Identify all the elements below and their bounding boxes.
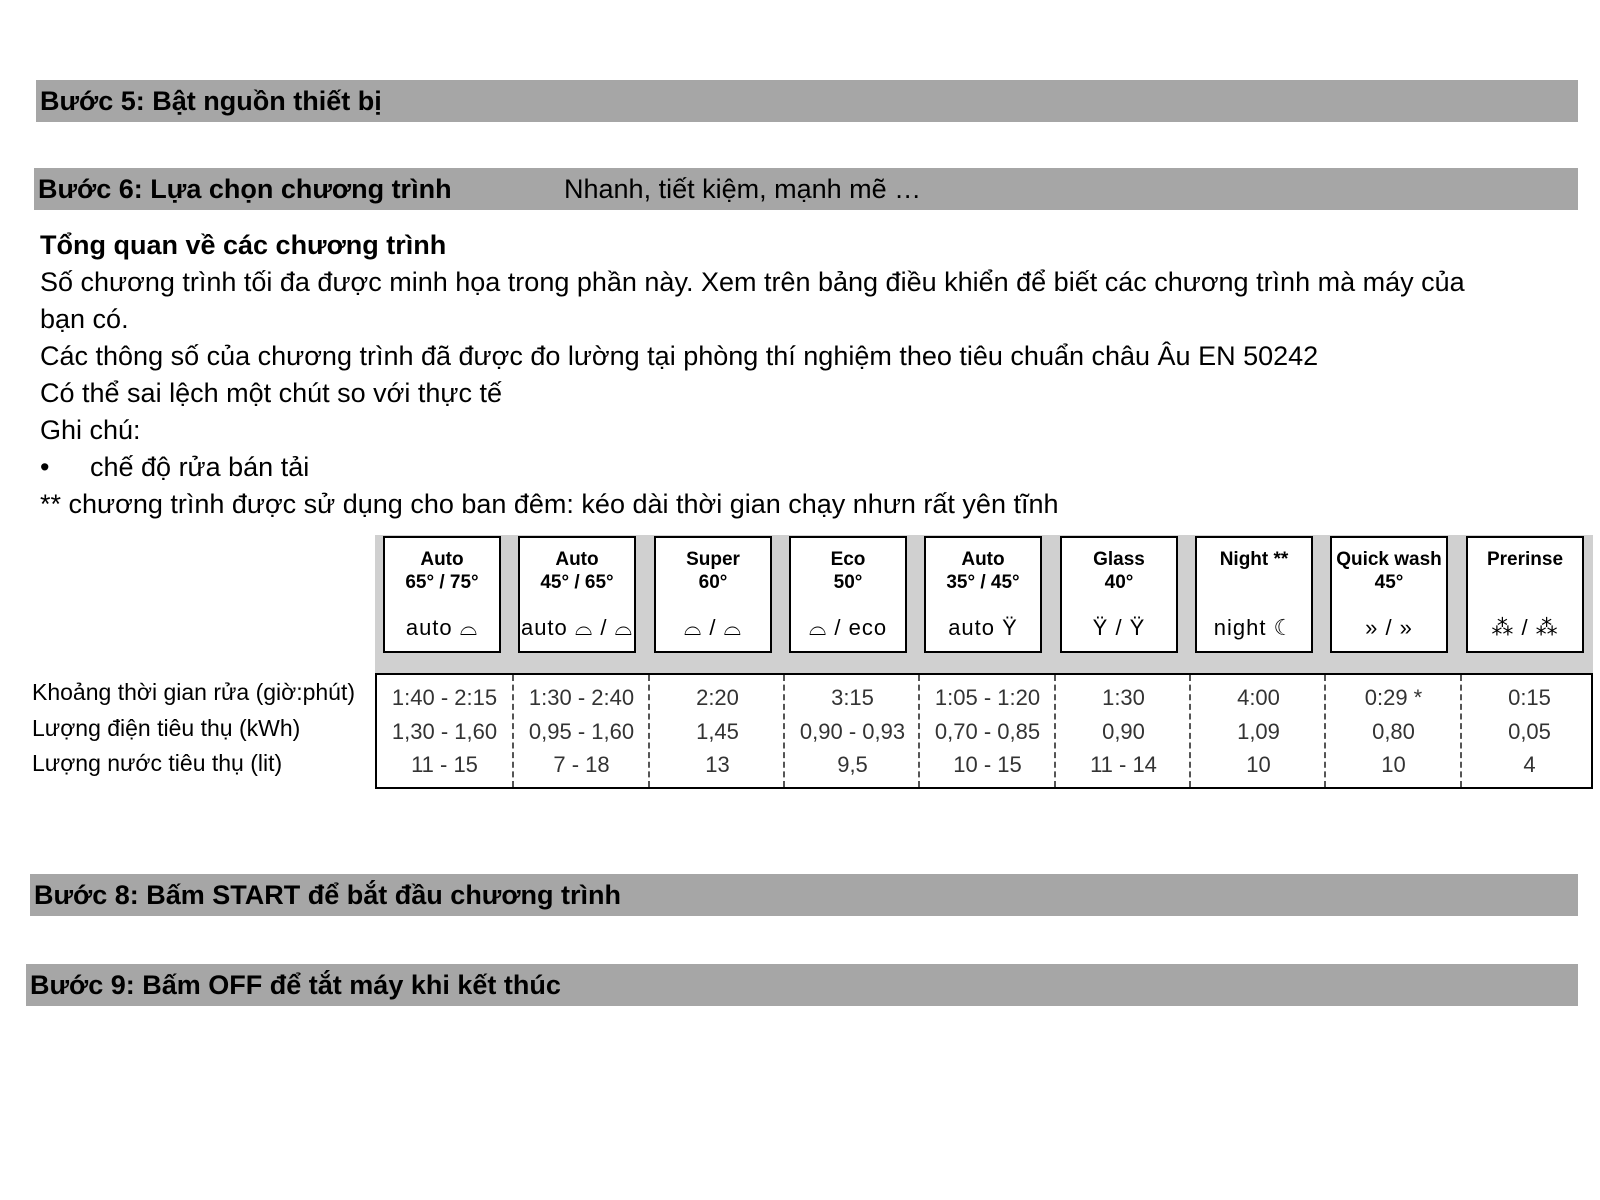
program-energy-value: 0,70 - 0,85 bbox=[934, 719, 1041, 744]
program-header-strip bbox=[375, 535, 1593, 673]
program-energy-value: 1,45 bbox=[696, 719, 739, 744]
program-energy-value: 0,05 bbox=[1508, 719, 1551, 744]
program-time-value: 4:00 bbox=[1237, 685, 1280, 710]
program-energy-value: 0,80 bbox=[1372, 719, 1415, 744]
program-time-value: 1:30 bbox=[1102, 685, 1145, 710]
program-column bbox=[783, 675, 920, 787]
program-time-value: 2:20 bbox=[696, 685, 739, 710]
program-temp: 45° / 65° bbox=[540, 572, 614, 593]
overview-line1: Số chương trình tối đa được minh họa trong phần này. Xem trên bảng điều khiển để biết các chương trình mà máy của bbox=[40, 267, 1465, 297]
step9-heading bbox=[26, 964, 1578, 1006]
program-temp: 35° / 45° bbox=[946, 572, 1020, 593]
row-label-water: Lượng nước tiêu thụ (lit) bbox=[32, 750, 283, 776]
program-name: Prerinse bbox=[1486, 549, 1564, 570]
program-symbol-icon: night ☾ bbox=[1213, 615, 1295, 640]
program-name: Glass bbox=[1093, 549, 1145, 570]
program-symbol-icon: Ÿ / Ÿ bbox=[1092, 615, 1146, 640]
program-temp: 50° bbox=[833, 572, 863, 593]
step6-heading bbox=[34, 168, 1578, 210]
program-symbol-icon: ⌓ / eco bbox=[808, 615, 888, 640]
program-column bbox=[1054, 675, 1191, 787]
program-water-value: 9,5 bbox=[837, 752, 868, 777]
program-time-value: 1:05 - 1:20 bbox=[934, 685, 1041, 710]
program-time-value: 1:30 - 2:40 bbox=[528, 685, 635, 710]
overview-heading: Tổng quan về các chương trình bbox=[40, 230, 447, 260]
program-column bbox=[648, 675, 785, 787]
program-name: Eco bbox=[830, 549, 866, 570]
bullet-text: chế độ rửa bán tải bbox=[90, 452, 310, 482]
note-night: ** chương trình được sử dụng cho ban đêm: kéo dài thời gian chạy nhưn rất yên tĩnh bbox=[40, 489, 1059, 519]
program-time-value: 1:40 - 2:15 bbox=[391, 685, 498, 710]
row-label-energy: Lượng điện tiêu thụ (kWh) bbox=[32, 715, 301, 741]
step6-subtitle: Nhanh, tiết kiệm, mạnh mẽ … bbox=[564, 174, 922, 204]
program-temp: 40° bbox=[1104, 572, 1134, 593]
step6-title: Bước 6: Lựa chọn chương trình bbox=[38, 174, 452, 204]
program-name: Auto bbox=[555, 549, 599, 570]
program-column bbox=[918, 675, 1055, 787]
program-water-value: 7 - 18 bbox=[553, 752, 610, 777]
program-box bbox=[1060, 536, 1178, 653]
program-box bbox=[789, 536, 907, 653]
bullet-mark: • bbox=[40, 452, 50, 482]
program-energy-value: 1,30 - 1,60 bbox=[391, 719, 498, 744]
program-name: Auto bbox=[961, 549, 1005, 570]
program-symbol-icon: auto ⌓ bbox=[405, 615, 479, 640]
program-temp: 45° bbox=[1374, 572, 1404, 593]
program-name: Quick wash bbox=[1336, 549, 1442, 570]
step9-title: Bước 9: Bấm OFF để tắt máy khi kết thúc bbox=[30, 970, 561, 1000]
program-box bbox=[1330, 536, 1448, 653]
program-name: Super bbox=[686, 549, 740, 570]
program-energy-value: 0,95 - 1,60 bbox=[528, 719, 635, 744]
program-water-value: 10 - 15 bbox=[953, 752, 1022, 777]
step5-heading bbox=[36, 80, 1578, 122]
program-column bbox=[1324, 675, 1461, 787]
program-water-value: 13 bbox=[705, 752, 730, 777]
program-water-value: 11 - 14 bbox=[1090, 752, 1157, 777]
program-column bbox=[512, 675, 649, 787]
program-symbol-icon: auto Ÿ bbox=[948, 615, 1018, 640]
program-time-value: 0:15 bbox=[1508, 685, 1551, 710]
overview-line3: Các thông số của chương trình đã được đo lường tại phòng thí nghiệm theo tiêu chuẩn châu Âu EN 50242 bbox=[40, 341, 1319, 371]
step8-heading bbox=[30, 874, 1578, 916]
program-time-value: 0:29 * bbox=[1364, 685, 1423, 710]
program-box bbox=[518, 536, 636, 653]
program-temp: 65° / 75° bbox=[405, 572, 479, 593]
program-column bbox=[1460, 675, 1597, 787]
program-temp: 60° bbox=[698, 572, 728, 593]
program-water-value: 10 bbox=[1246, 752, 1271, 777]
program-energy-value: 1,09 bbox=[1237, 719, 1280, 744]
program-water-value: 10 bbox=[1381, 752, 1406, 777]
program-water-value: 11 - 15 bbox=[411, 752, 478, 777]
row-label-time: Khoảng thời gian rửa (giờ:phút) bbox=[32, 679, 356, 705]
program-column bbox=[377, 675, 512, 787]
note-bullet bbox=[40, 449, 309, 486]
step5-title: Bước 5: Bật nguồn thiết bị bbox=[40, 86, 382, 116]
program-column bbox=[1189, 675, 1326, 787]
program-symbol-icon: » / » bbox=[1365, 615, 1413, 640]
program-energy-value: 0,90 - 0,93 bbox=[799, 719, 906, 744]
program-symbol-icon: auto ⌓ / ⌓ bbox=[520, 615, 634, 640]
program-box bbox=[383, 536, 501, 653]
program-box bbox=[1195, 536, 1313, 653]
program-box bbox=[1466, 536, 1584, 653]
program-time-value: 3:15 bbox=[831, 685, 874, 710]
program-symbol-icon: ⁂ / ⁂ bbox=[1491, 615, 1559, 640]
program-name: Night ** bbox=[1219, 549, 1289, 570]
notes-label: Ghi chú: bbox=[40, 415, 141, 445]
program-energy-value: 0,90 bbox=[1102, 719, 1145, 744]
overview-line4: Có thể sai lệch một chút so với thực tế bbox=[40, 378, 502, 408]
program-water-value: 4 bbox=[1523, 752, 1536, 777]
program-box bbox=[924, 536, 1042, 653]
step8-title: Bước 8: Bấm START để bắt đầu chương trình bbox=[34, 880, 622, 910]
program-symbol-icon: ⌓ / ⌓ bbox=[683, 615, 743, 640]
program-name: Auto bbox=[420, 549, 464, 570]
program-data-table bbox=[375, 673, 1593, 789]
overview-line2: bạn có. bbox=[40, 304, 129, 334]
program-box bbox=[654, 536, 772, 653]
